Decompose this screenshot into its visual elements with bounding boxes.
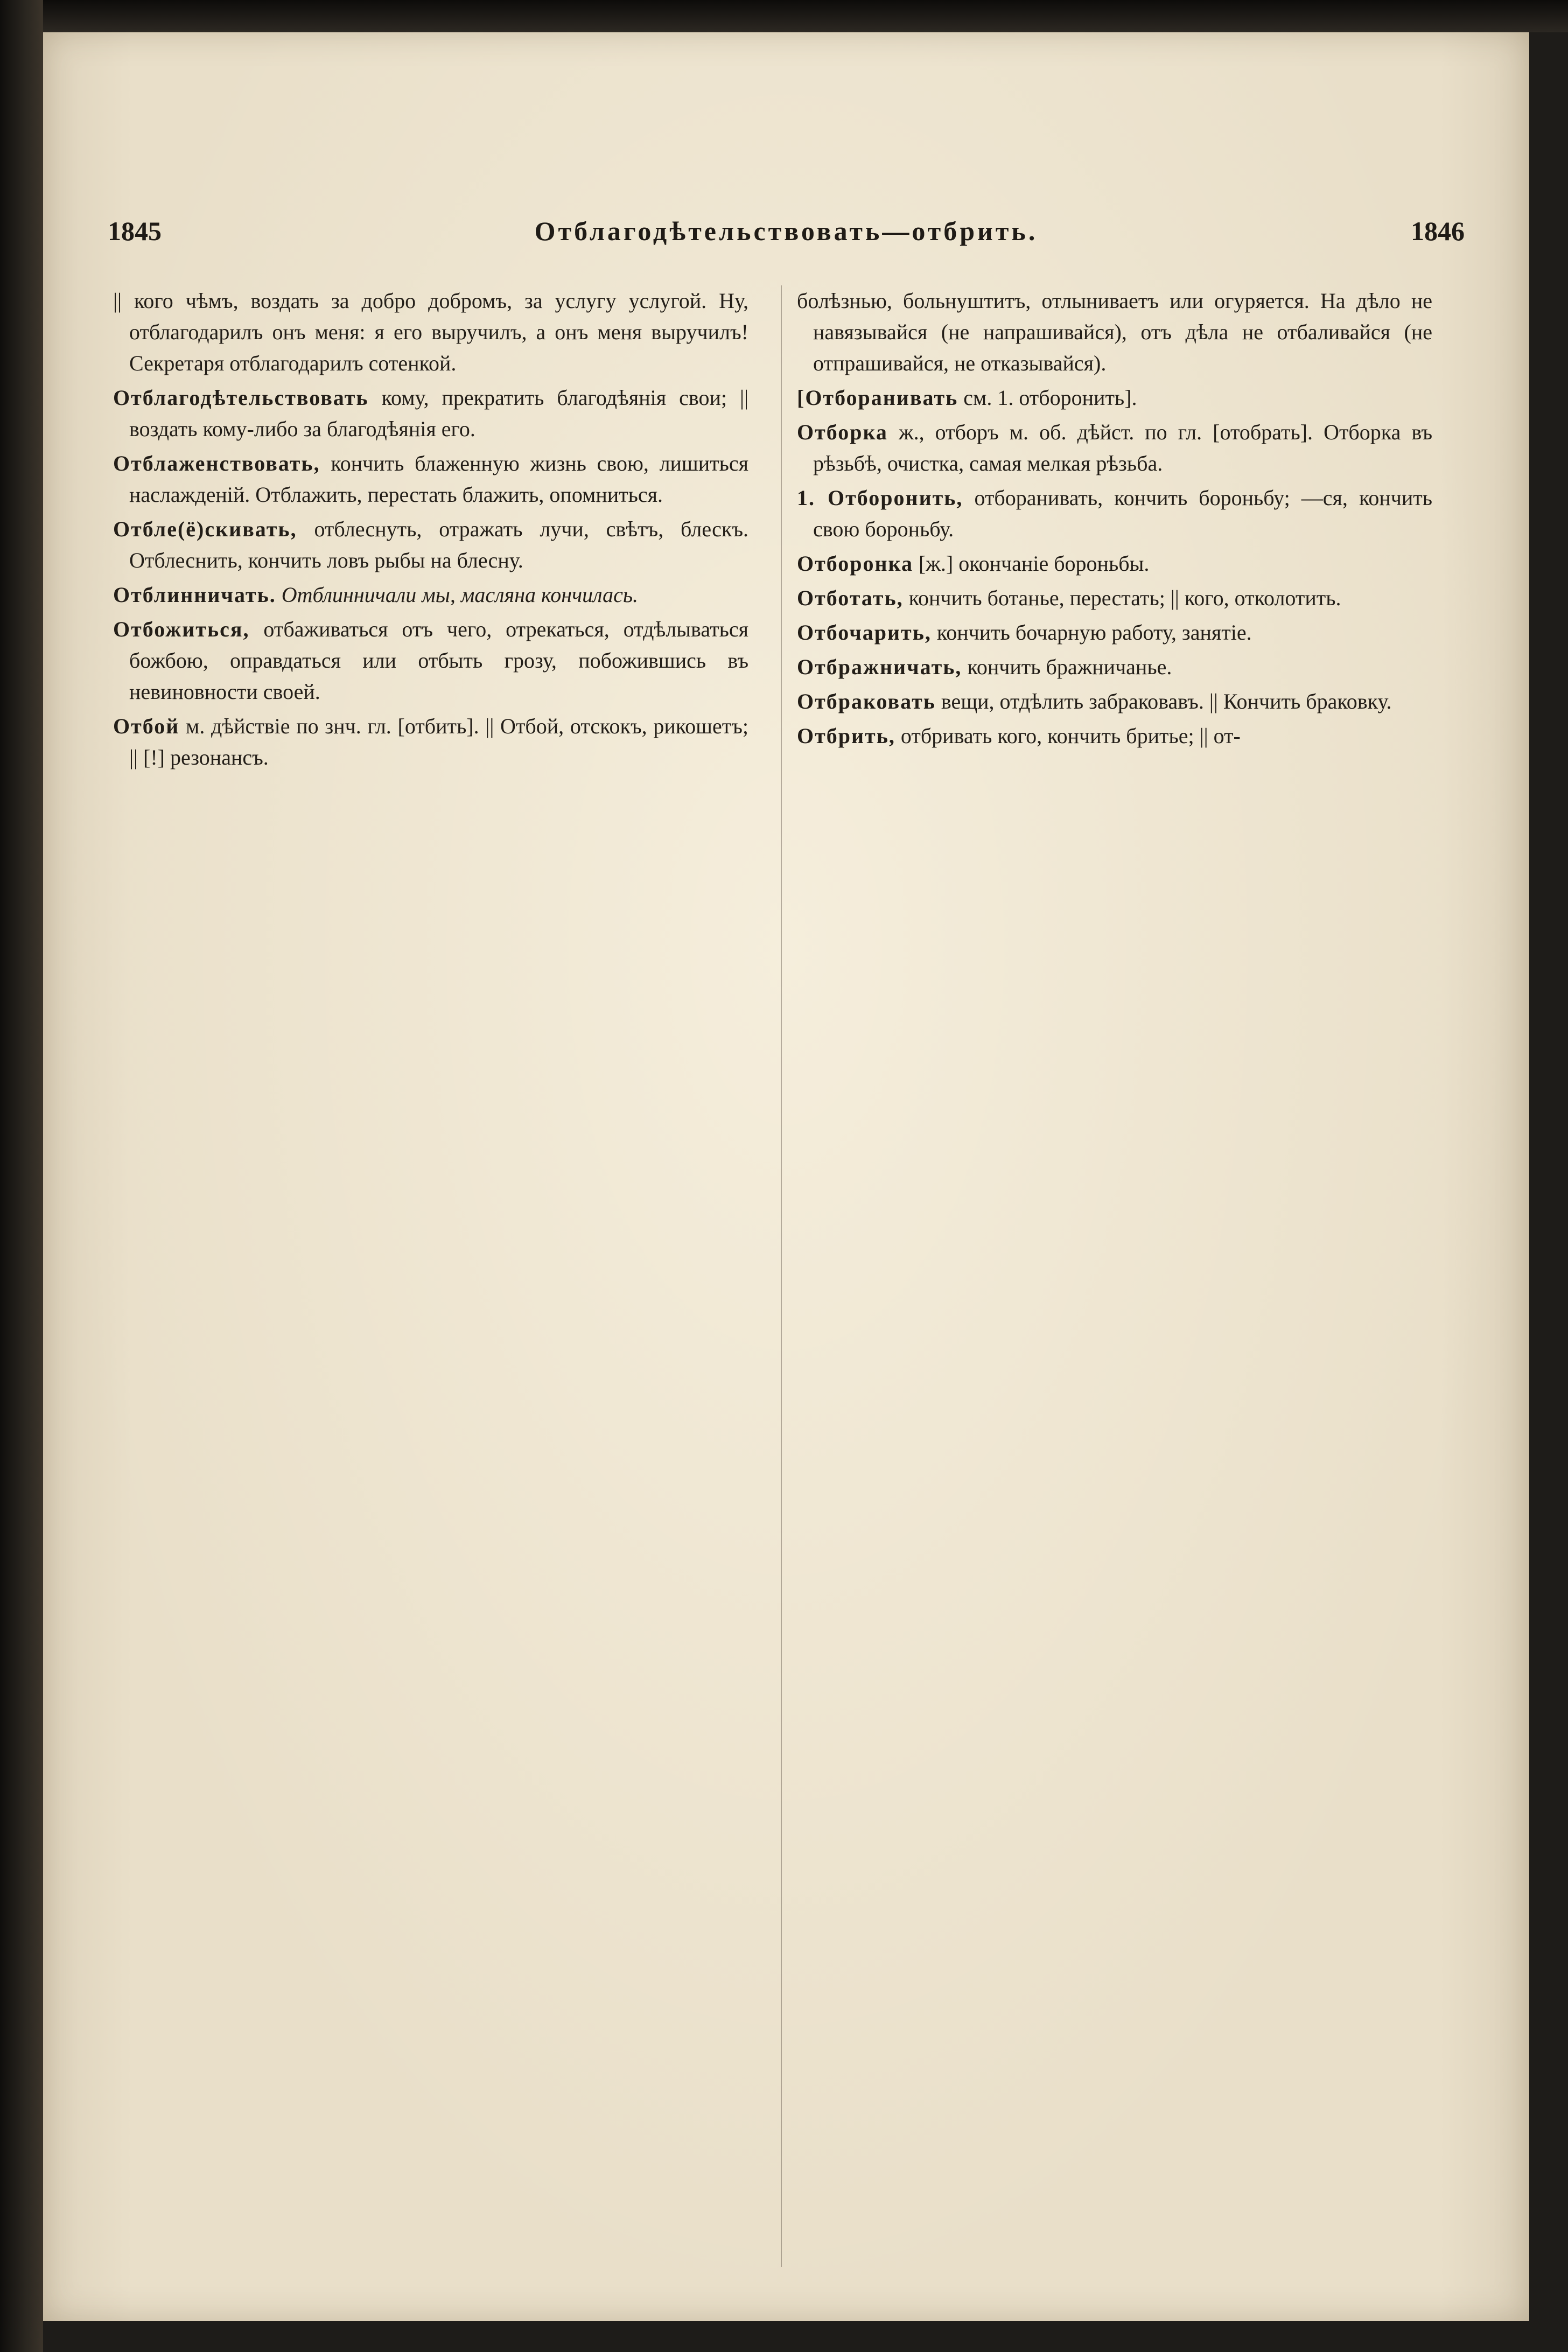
dictionary-entry [797, 583, 1432, 614]
entry-headword: Отбочарить, [797, 620, 932, 645]
dictionary-entry [797, 686, 1432, 717]
entry-body: отблеснуть, отражать лучи, свѣтъ, блескъ. Отблеснить, кончить ловъ рыбы на блесну. [129, 517, 748, 572]
entry-body: кончить ботанье, перестать; || кого, отколотить. [908, 586, 1341, 610]
entry-headword: Отблинничать. [113, 583, 276, 607]
entry-body: || кого чѣмъ, воздать за добро добромъ, за услугу услугой. Ну, отблагодарилъ онъ меня: я его выручилъ, а онъ меня выручилъ! Секретаря отблагодарилъ сотенкой. [113, 289, 748, 375]
dictionary-page [43, 32, 1529, 2321]
entry-body: отбривать кого, кончить бритье; || от- [900, 724, 1241, 748]
entry-body: вещи, отдѣлить забраковавъ. || Кончить браковку. [941, 689, 1392, 713]
entry-headword: Отбражничать, [797, 655, 962, 679]
running-title: Отблагодѣтельствовать—отбрить. [534, 216, 1038, 246]
entry-body: [ж.] окончаніе бороньбы. [918, 551, 1150, 576]
page-number-right: 1846 [1411, 216, 1465, 246]
entry-headword: Отбраковать [797, 689, 936, 713]
entry-body: кончить бражничанье. [967, 655, 1172, 679]
entry-body: отбаживаться отъ чего, отрекаться, отдѣлываться божбою, оправдаться или отбыть грозу, побожившись въ невиновности своей. [129, 617, 748, 704]
dictionary-entry [113, 285, 748, 379]
dictionary-entry [113, 382, 748, 445]
dictionary-entry [797, 617, 1432, 648]
entry-headword: Отбрить, [797, 724, 895, 748]
entry-headword: Отбле(ё)скивать, [113, 517, 297, 541]
entry-body: кончить бочарную работу, занятіе. [936, 620, 1252, 645]
entry-body: м. дѣйствіе по знч. гл. [отбить]. || Отбой, отскокъ, рикошетъ; || [!] резонансъ. [129, 714, 748, 769]
entry-body: ж., отборъ м. об. дѣйст. по гл. [отобрать]. Отборка въ рѣзьбѣ, очистка, самая мелкая рѣзьба. [813, 420, 1432, 475]
dictionary-entry [797, 652, 1432, 683]
entry-headword: Отбожиться, [113, 617, 250, 641]
dictionary-entry [797, 382, 1432, 414]
entry-headword: Отботать, [797, 586, 904, 610]
dictionary-entry [113, 711, 748, 773]
dictionary-entry [797, 548, 1432, 579]
entry-body: см. 1. отборонить]. [963, 386, 1137, 410]
entry-body: кому, прекратить благодѣянія свои; || воздать кому-либо за благодѣянія его. [129, 386, 748, 441]
entry-headword: Отборонка [797, 551, 913, 576]
dictionary-entry [113, 614, 748, 708]
dictionary-entry [797, 482, 1432, 545]
book-binding-edge [0, 0, 43, 2352]
entry-headword: Отбой [113, 714, 180, 738]
entry-body: болѣзнью, больнуштитъ, отлыниваетъ или огуряется. На дѣло не навязывайся (не напрашивайся), отъ дѣла не отбаливайся (не отпрашивайся, не отказывайся). [797, 289, 1432, 375]
dictionary-entry [797, 720, 1432, 752]
entry-headword: 1. Отборонить, [797, 486, 963, 510]
dictionary-entry [797, 417, 1432, 479]
entry-headword: [Отборанивать [797, 386, 958, 410]
text-column-left [113, 285, 748, 2267]
entry-body: отборанивать, кончить бороньбу; —ся, кончить свою бороньбу. [813, 486, 1432, 541]
scan-background-top [0, 0, 1568, 32]
entry-body: Отблинничали мы, масляна кончилась. [281, 583, 639, 607]
entry-headword: Отблаженствовать, [113, 451, 320, 475]
entry-headword: Отборка [797, 420, 888, 444]
text-column-right [797, 285, 1432, 2267]
column-divider [781, 285, 782, 2267]
dictionary-entry [113, 514, 748, 576]
entry-headword: Отблагодѣтельствовать [113, 386, 369, 410]
dictionary-entry [113, 448, 748, 510]
dictionary-entry [113, 579, 748, 611]
page-header [108, 215, 1465, 264]
dictionary-entry [797, 285, 1432, 379]
entry-body: кончить блаженную жизнь свою, лишиться наслажденій. Отблажить, перестать блажить, опомниться. [129, 451, 748, 507]
page-number-left: 1845 [108, 216, 162, 246]
